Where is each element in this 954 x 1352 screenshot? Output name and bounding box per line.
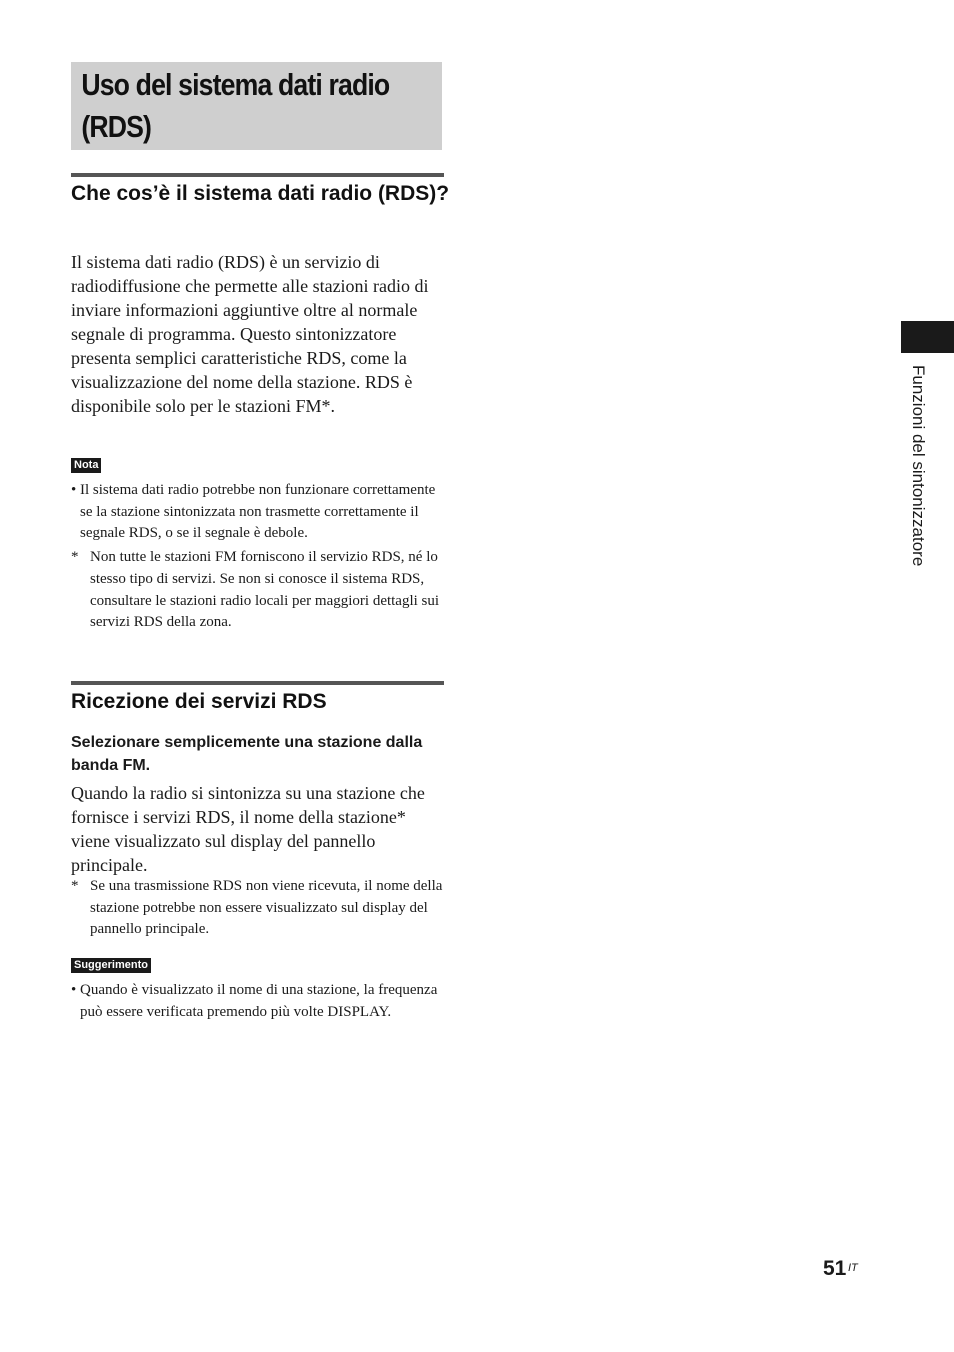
note-text: Il sistema dati radio potrebbe non funzionare correttamente se la stazione sintonizzata non trasmette correttamente il segnale RDS, o se il segnale è debole.	[80, 482, 436, 542]
note-text: Non tutte le stazioni FM forniscono il servizio RDS, né lo stesso tipo di servizi. Se non si conosce il sistema RDS, consultare le stazioni radio locali per maggiori dettagli sui servizi RDS della zona.	[90, 549, 440, 631]
section-heading-what-is-rds: Che cos’è il sistema dati radio (RDS)?	[71, 182, 450, 205]
section-body-what-is-rds: Il sistema dati radio (RDS) è un servizio di radiodiffusione che permette alle stazioni radio di inviare informazioni aggiuntive oltre al normale segnale di programma. Questo sintonizzatore presenta semplici caratteristiche RDS, come la visualizzazione del nome della stazione. RDS è disponibile solo per le stazioni FM*.	[71, 252, 429, 416]
bullet-mark: •	[71, 482, 77, 498]
page-number: 51	[823, 1257, 847, 1280]
footnote-list	[71, 876, 447, 943]
title-box	[71, 62, 442, 150]
list-item	[71, 876, 447, 941]
section-heading-rds-reception: Ricezione dei servizi RDS	[71, 690, 327, 713]
note-label: Nota	[71, 458, 101, 473]
page-title: Uso del sistema dati radio (RDS)	[81, 67, 390, 144]
step-instruction: Selezionare semplicemente una stazione dalla banda FM.	[71, 734, 423, 774]
page-language-suffix: IT	[848, 1262, 858, 1274]
section-rule	[71, 681, 444, 685]
list-item	[71, 480, 447, 545]
section-body-rds-reception: Quando la radio si sintonizza su una stazione che fornisce i servizi RDS, il nome della stazione* viene visualizzato sul display del pannello principale.	[71, 783, 425, 875]
section-rule	[71, 173, 444, 177]
tip-text: Quando è visualizzato il nome di una stazione, la frequenza può essere verificata premendo più volte DISPLAY.	[80, 982, 438, 1020]
tip-label: Suggerimento	[71, 958, 151, 973]
list-item	[71, 980, 447, 1023]
side-tab-marker	[901, 321, 954, 353]
footnote-text: Se una trasmissione RDS non viene ricevuta, il nome della stazione potrebbe non essere visualizzato sul display del pannello principale.	[90, 878, 443, 938]
asterisk-mark: *	[71, 549, 79, 566]
asterisk-mark: *	[71, 878, 79, 894]
bullet-mark: •	[71, 982, 77, 998]
list-item	[71, 547, 447, 634]
note-list	[71, 480, 447, 636]
side-tab-label: Funzioni del sintonizzatore	[909, 365, 928, 567]
tip-list	[71, 980, 447, 1025]
